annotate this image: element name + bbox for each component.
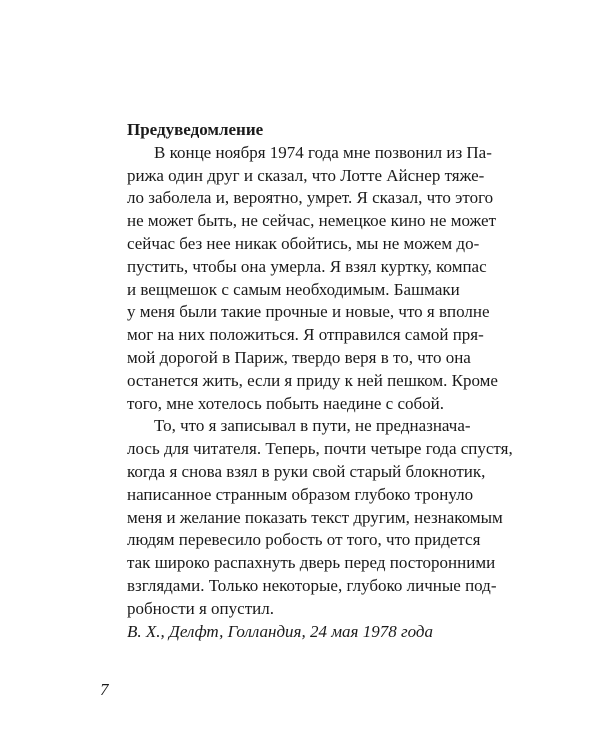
text-line: и вещмешок с самым необходимым. Башмаки [127,279,460,299]
text-line: людям перевесило робость от того, что придется [127,530,481,550]
text-line: пустить, чтобы она умерла. Я взял куртку, компас [127,256,487,276]
text-line: меня и желание показать текст другим, незнакомым [127,507,503,527]
text-line: того, мне хотелось побыть наедине с собой. [127,393,445,413]
text-line: лось для читателя. Теперь, почти четыре года спустя, [127,439,513,459]
text-line: сейчас без нее никак обойтись, мы не можем до- [127,233,480,253]
text-line: робности я опустил. [127,598,274,618]
section-heading: Предуведомление [127,120,264,139]
text-block [100,119,513,643]
paragraph-1 [100,142,498,416]
text-line: В конце ноября 1974 года мне позвонил из Па- [154,142,492,162]
text-line: взглядами. Только некоторые, глубоко личные под- [127,575,497,595]
page-number: 7 [100,680,109,699]
signature-line: В. Х., Делфт, Голландия, 24 мая 1978 года [127,621,433,641]
text-line: написанное странным образом глубоко тронуло [127,484,474,504]
text-line: То, что я записывал в пути, не предназнача- [154,416,471,436]
text-line: ло заболела и, вероятно, умрет. Я сказал, что этого [127,188,494,208]
text-line: когда я снова взял в руки свой старый блокнотик, [127,461,486,481]
text-line: так широко распахнуть дверь перед посторонними [127,553,496,573]
text-line: рижа один друг и сказал, что Лотте Айснер тяже- [127,165,485,185]
text-line: останется жить, если я приду к ней пешком. Кроме [127,370,498,390]
text-line: мой дорогой в Париж, твердо веря в то, что она [127,347,471,367]
paragraph-2 [100,415,513,620]
text-line: не может быть, не сейчас, немецкое кино не может [127,211,497,231]
text-line: у меня были такие прочные и новые, что я вполне [127,302,490,322]
text-line: мог на них положиться. Я отправился самой пря- [127,325,484,345]
